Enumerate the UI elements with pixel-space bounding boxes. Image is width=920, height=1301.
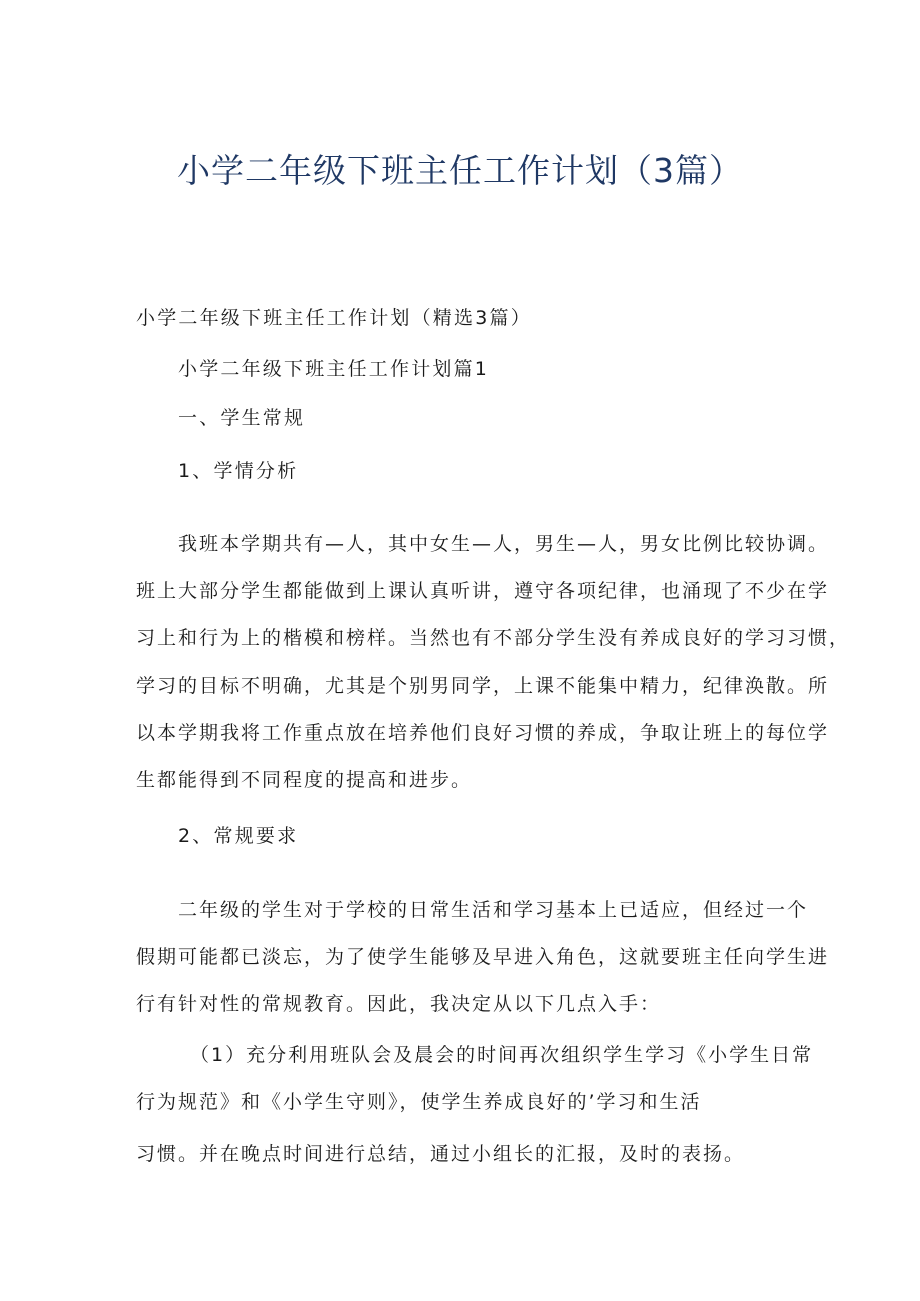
paragraph-line: 班上大部分学生都能做到上课认真听讲，遵守各项纪律，也涌现了不少在学 bbox=[136, 580, 830, 602]
paragraph-line: 行有针对性的常规教育。因此，我决定从以下几点入手： bbox=[136, 993, 662, 1015]
subsection-heading: 2、常规要求 bbox=[178, 825, 299, 847]
paragraph-line: 生都能得到不同程度的提高和进步。 bbox=[136, 769, 473, 791]
paragraph-line: 行为规范》和《小学生守则》，使学生养成良好的’学习和生活 bbox=[136, 1091, 702, 1113]
document-subtitle: 小学二年级下班主任工作计划（精选3篇） bbox=[136, 307, 532, 329]
paragraph-line: 习惯。并在晚点时间进行总结，通过小组长的汇报，及时的表扬。 bbox=[136, 1143, 746, 1165]
section-heading: 一、学生常规 bbox=[178, 407, 306, 429]
paragraph-line: 二年级的学生对于学校的日常生活和学习基本上已适应，但经过一个 bbox=[178, 899, 809, 921]
paragraph-line: 以本学期我将工作重点放在培养他们良好习惯的养成，争取让班上的每位学 bbox=[136, 722, 830, 744]
subsection-heading: 1、学情分析 bbox=[178, 460, 299, 482]
document-title: 小学二年级下班主任工作计划（3篇） bbox=[177, 151, 743, 190]
paragraph-line: 学习的目标不明确，尤其是个别男同学，上课不能集中精力，纪律涣散。所 bbox=[136, 675, 830, 697]
paragraph-line: 习上和行为上的楷模和榜样。当然也有不部分学生没有养成良好的学习习惯， bbox=[136, 627, 851, 649]
paragraph-line: （1）充分利用班队会及晨会的时间再次组织学生学习《小学生日常 bbox=[190, 1044, 814, 1066]
paragraph-line: 假期可能都已淡忘，为了使学生能够及早进入角色，这就要班主任向学生进 bbox=[136, 946, 830, 968]
article-heading: 小学二年级下班主任工作计划篇1 bbox=[178, 358, 490, 380]
paragraph-line: 我班本学期共有—人，其中女生—人，男生—人，男女比例比较协调。 bbox=[178, 533, 830, 555]
